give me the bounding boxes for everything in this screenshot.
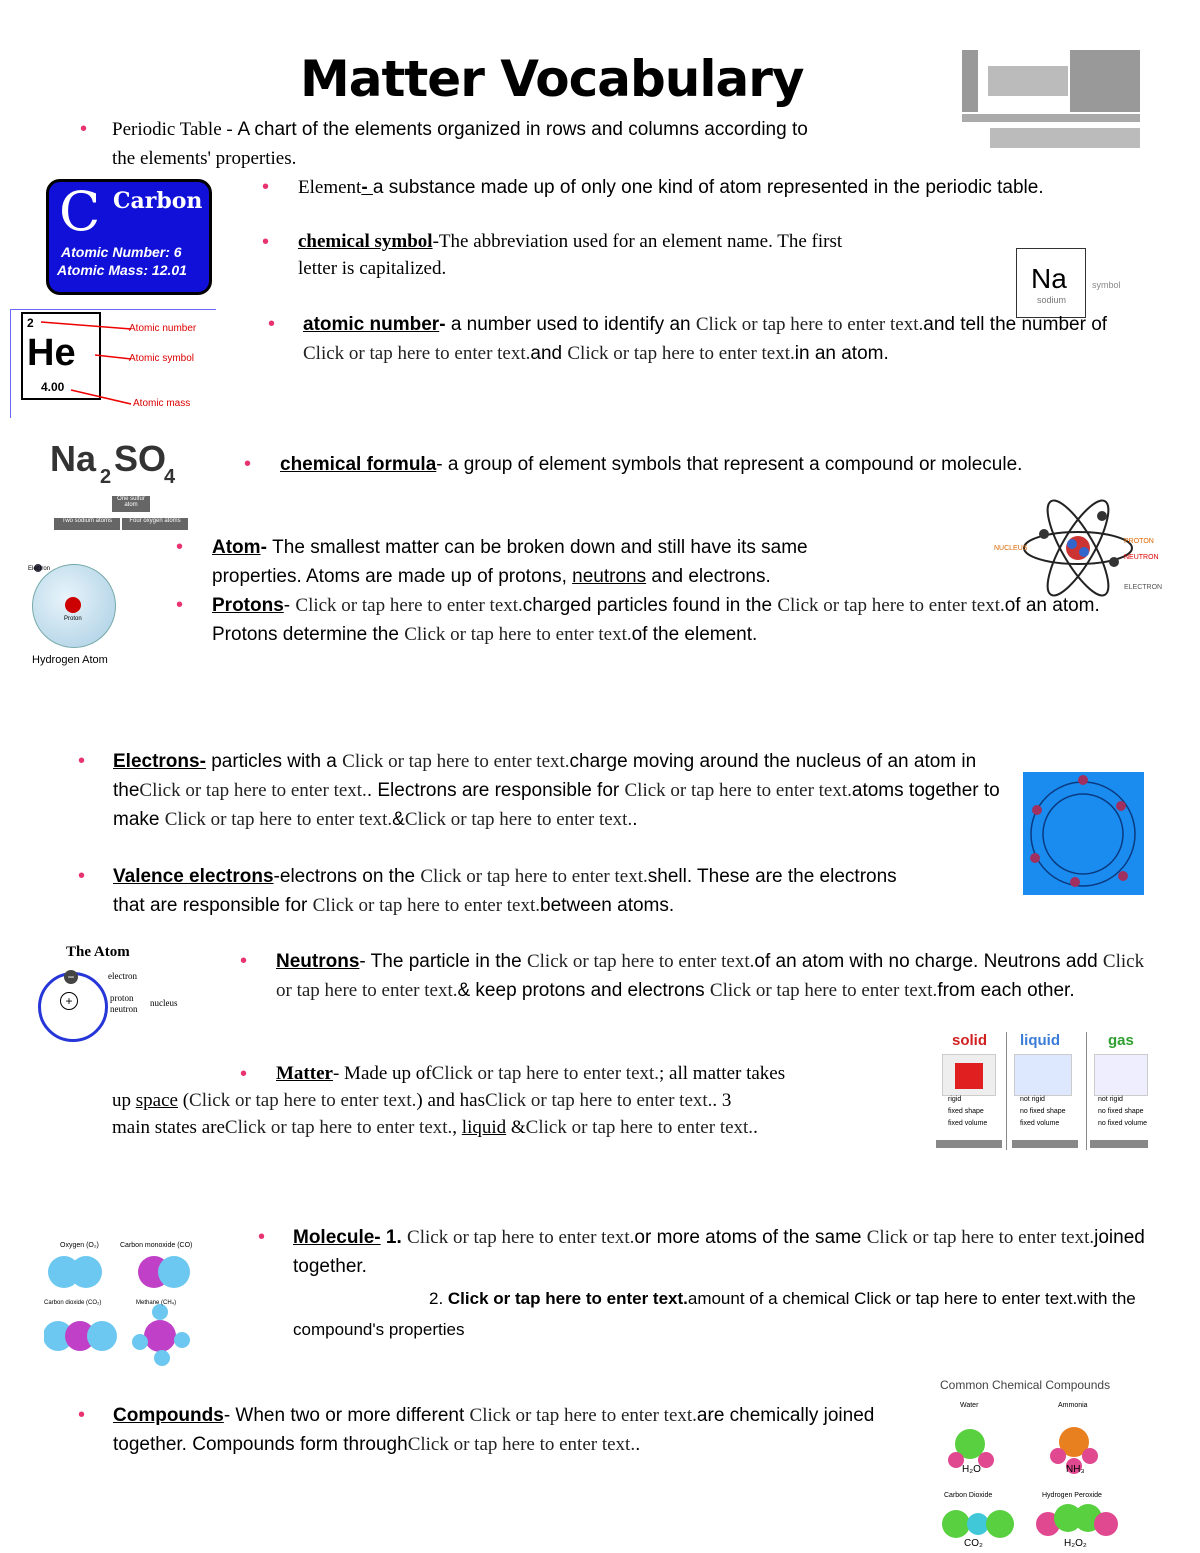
- placeholder-field[interactable]: Click or tap here to enter text.: [404, 809, 633, 830]
- compounds-entry: Compounds- When two or more different Click or tap here to enter text.are chemically joined together. Compounds form throughClick or tap here to enter text..: [113, 1405, 875, 1455]
- placeholder-field[interactable]: Click or tap here to enter text.: [447, 1289, 688, 1308]
- carbon-letter: C: [59, 180, 101, 243]
- placeholder-field[interactable]: Click or tap here to enter text.: [526, 951, 755, 972]
- atom-diagram-proton: PROTON: [1124, 538, 1154, 545]
- electron-orbit-image: [1023, 772, 1144, 895]
- placeholder-field[interactable]: Click or tap here to enter text.: [407, 1434, 636, 1455]
- molecule-label-o2: Oxygen (O₂): [60, 1242, 99, 1249]
- placeholder-field[interactable]: Click or tap here to enter text.: [624, 780, 852, 801]
- bullet: •: [240, 950, 248, 972]
- placeholder-field[interactable]: Click or tap here to enter text.: [303, 343, 531, 364]
- placeholder-field[interactable]: Click or tap here to enter text.: [342, 751, 570, 772]
- atom-diagram-nucleus: NUCLEUS: [994, 545, 1028, 552]
- placeholder-field[interactable]: Click or tap here to enter text.: [866, 1227, 1095, 1248]
- electrons-entry: Electrons- particles with a Click or tap here to enter text.charge moving around the nucleus of an atom in theClick or tap here to enter text.. Electrons are responsible for Click or tap here to enter text.atoms together to make Click or tap here to enter text.&Click or tap here to enter text..: [113, 751, 1000, 830]
- placeholder-field[interactable]: Click or tap here to enter text.: [431, 1063, 660, 1084]
- periodic-table-entry: Periodic Table - A chart of the elements organized in rows and columns according to the elements' properties.: [112, 119, 808, 169]
- sodium-symbol-image: Na sodium: [1016, 248, 1086, 318]
- matter-entry: Matter- Made up ofClick or tap here to enter text.; all matter takes up space (Click or tap here to enter text.) and hasClick or tap here to enter text.. 3 main states areClick or tap here to enter text., liquid &Click or tap here to enter text..: [112, 1063, 786, 1138]
- carbon-line2: Atomic Mass: 12.01: [57, 262, 187, 278]
- molecule-label-co2: Carbon dioxide (CO₂): [44, 1300, 102, 1306]
- bullet: •: [176, 594, 184, 616]
- carbon-card-image: [46, 179, 212, 295]
- chemical-formula-entry: chemical formula- a group of element symbols that represent a compound or molecule.: [280, 454, 1023, 475]
- helium-tile-image: 2 He 4.00 Atomic number Atomic symbol Atomic mass: [10, 309, 216, 418]
- states-of-matter-image: solid liquid gas rigid fixed shape fixed volume not rigid no fixed shape fixed volume not rigid no fixed shape no fixed volume: [934, 1032, 1150, 1152]
- placeholder-field[interactable]: Click or tap here to enter text.: [295, 595, 523, 616]
- the-atom-image: The Atom + − electron proton neutron nucleus: [36, 944, 196, 1040]
- molecule-label-co: Carbon monoxide (CO): [120, 1242, 193, 1249]
- placeholder-field[interactable]: Click or tap here to enter text.: [469, 1405, 697, 1426]
- placeholder-field[interactable]: Click or tap here to enter text.: [139, 780, 367, 801]
- molecule-entry: Molecule- 1. Click or tap here to enter text.or more atoms of the same Click or tap here to enter text.joined together.: [293, 1227, 1145, 1277]
- placeholder-field[interactable]: Click or tap here to enter text.: [420, 866, 648, 887]
- placeholder-field[interactable]: Click or tap here to enter text.: [276, 951, 1145, 1001]
- placeholder-field[interactable]: Click or tap here to enter text.: [485, 1090, 713, 1111]
- bullet: •: [268, 313, 276, 335]
- bullet: •: [80, 118, 88, 140]
- placeholder-field[interactable]: Click or tap here to enter text.: [854, 1289, 1078, 1308]
- valence-electrons-entry: Valence electrons-electrons on the Click or tap here to enter text.shell. These are the electrons that are responsible for Click or tap here to enter text.between atoms.: [113, 866, 897, 916]
- protons-entry: Protons- Click or tap here to enter text.charged particles found in the Click or tap here to enter text.of an atom. Protons determine the Click or tap here to enter text.of the element.: [212, 595, 1100, 645]
- term-periodic-table: Periodic Table: [112, 119, 222, 140]
- common-compounds-image: Common Chemical Compounds Water Ammonia H₂O NH₃ Carbon Dioxide Hydrogen Peroxide CO₂ H₂O₂: [934, 1376, 1134, 1552]
- chemical-symbol-entry: chemical symbol-The abbreviation used for an element name. The first letter is capitalized.: [298, 231, 843, 279]
- placeholder-field[interactable]: Click or tap here to enter text.: [777, 595, 1005, 616]
- carbon-name: Carbon: [113, 188, 203, 214]
- placeholder-field[interactable]: Click or tap here to enter text.: [407, 1227, 635, 1248]
- carbon-line1: Atomic Number: 6: [61, 244, 182, 260]
- sodium-symbol-label: symbol: [1092, 280, 1121, 290]
- page-title: Matter Vocabulary: [300, 50, 804, 108]
- placeholder-field[interactable]: Click or tap here to enter text.: [567, 343, 795, 364]
- bullet: •: [176, 536, 184, 558]
- periodic-table-image: [960, 44, 1142, 152]
- bullet: •: [258, 1226, 266, 1248]
- bullet: •: [262, 176, 270, 198]
- placeholder-field[interactable]: Click or tap here to enter text.: [224, 1117, 453, 1138]
- atom-entry: Atom- The smallest matter can be broken down and still have its same properties. Atoms are made up of protons, neutrons and electrons.: [212, 537, 808, 587]
- atomic-number-entry: atomic number- a number used to identify an Click or tap here to enter text.and tell the number of Click or tap here to enter text.and Click or tap here to enter text.in an atom.: [303, 314, 1108, 364]
- placeholder-field[interactable]: Click or tap here to enter text.: [525, 1117, 754, 1138]
- placeholder-field[interactable]: Click or tap here to enter text.: [709, 980, 938, 1001]
- neutrons-entry: Neutrons- The particle in the Click or tap here to enter text.of an atom with no charge. Neutrons add Click or tap here to enter text.& keep protons and electrons Click or tap here to enter text.from each other.: [276, 951, 1145, 1001]
- placeholder-field[interactable]: Click or tap here to enter text.: [695, 314, 924, 335]
- molecule-label-ch4: Methane (CH₄): [136, 1300, 177, 1306]
- placeholder-field[interactable]: Click or tap here to enter text.: [312, 895, 541, 916]
- bullet: •: [78, 750, 86, 772]
- placeholder-field[interactable]: Click or tap here to enter text.: [164, 809, 393, 830]
- bullet: •: [262, 231, 270, 253]
- element-entry: Element- a substance made up of only one kind of atom represented in the periodic table.: [298, 177, 1044, 198]
- bullet: •: [78, 1404, 86, 1426]
- bullet: •: [240, 1063, 248, 1085]
- molecule-entry-2: 2. Click or tap here to enter text.amount of a chemical Click or tap here to enter text.with the compound's properties: [293, 1289, 1136, 1339]
- hydrogen-atom-image: Electron Proton Hydrogen Atom: [24, 562, 154, 672]
- placeholder-field[interactable]: Click or tap here to enter text.: [404, 624, 632, 645]
- bullet: •: [78, 865, 86, 887]
- atom-diagram-electron: ELECTRON: [1124, 584, 1163, 591]
- bullet: •: [244, 453, 252, 475]
- placeholder-field[interactable]: Click or tap here to enter text.: [189, 1090, 417, 1111]
- formula-image: Na 2 SO 4 One sulfur atom Two sodium atoms Four oxygen atoms: [50, 438, 200, 534]
- atom-diagram-neutron: NEUTRON: [1124, 554, 1159, 561]
